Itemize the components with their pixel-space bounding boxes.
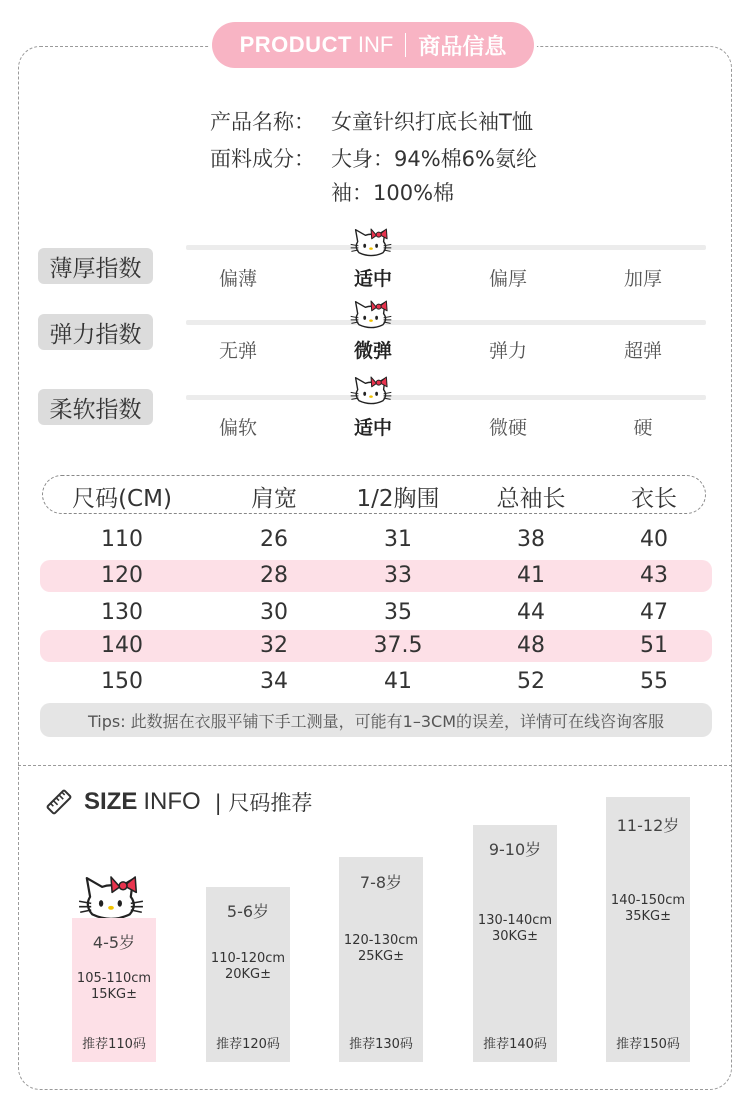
bar-recommend: 推荐130码: [349, 1037, 413, 1052]
softness-option-1: 偏软: [218, 417, 257, 439]
size-info-cn: | 尺码推荐: [214, 791, 313, 815]
bar-recommend: 推荐140码: [483, 1037, 547, 1052]
elasticity-option-4: 超弹: [623, 340, 662, 362]
table-cell: 41: [384, 669, 412, 694]
header-title-cn: 商品信息: [418, 34, 507, 60]
header-shoulder: 肩宽: [251, 486, 297, 512]
bar-age: 5-6岁: [226, 902, 270, 921]
size-info-light: INFO: [143, 788, 201, 815]
product-name-value: 女童针织打底长袖T恤: [331, 110, 533, 134]
table-cell: 31: [384, 527, 412, 552]
bar-recommend: 推荐150码: [616, 1037, 680, 1052]
table-cell: 52: [517, 669, 545, 694]
table-cell: 26: [260, 527, 288, 552]
softness-index-track: [186, 395, 706, 400]
hello-kitty-icon: [350, 374, 392, 408]
bar-age: 7-8岁: [359, 873, 403, 892]
size-bar-130: [339, 857, 423, 1062]
bar-recommend: 推荐120码: [216, 1037, 280, 1052]
table-cell: 34: [260, 669, 288, 694]
size-info-title: [46, 786, 312, 818]
thickness-index-label: 薄厚指数: [38, 248, 153, 284]
size-bar-120: [206, 887, 290, 1062]
header-separator: [405, 33, 406, 57]
product-info-header: [212, 22, 534, 68]
header-size: 尺码(CM): [72, 486, 172, 512]
bar-weight: 25KG±: [357, 949, 405, 964]
table-cell: 38: [517, 527, 545, 552]
bar-age: 4-5岁: [92, 933, 136, 952]
softness-index-label: 柔软指数: [38, 389, 153, 425]
table-cell: 150: [101, 669, 143, 694]
bar-height-range: 120-130cm: [343, 933, 419, 948]
elasticity-option-1: 无弹: [218, 340, 257, 362]
thickness-option-3: 偏厚: [488, 268, 527, 290]
softness-option-3: 微硬: [488, 417, 527, 439]
thickness-option-2: 适中: [353, 268, 392, 290]
softness-option-2: 适中: [353, 417, 392, 439]
table-cell: 51: [640, 633, 668, 658]
product-name-label: 产品名称：: [210, 110, 315, 134]
table-cell: 55: [640, 669, 668, 694]
header-title-light: INF: [357, 32, 394, 57]
header-body-length: 衣长: [631, 486, 677, 512]
table-cell: 41: [517, 563, 545, 588]
table-cell: 35: [384, 600, 412, 625]
table-cell: 30: [260, 600, 288, 625]
bar-weight: 35KG±: [624, 909, 672, 924]
bar-age: 9-10岁: [488, 840, 542, 859]
hello-kitty-icon: [350, 298, 392, 332]
ruler-icon: [46, 789, 72, 815]
table-cell: 40: [640, 527, 668, 552]
softness-option-4: 硬: [633, 417, 653, 439]
bar-weight: 20KG±: [224, 967, 272, 982]
size-bar-150: [606, 797, 690, 1062]
bar-weight: 30KG±: [491, 929, 539, 944]
table-cell: 47: [640, 600, 668, 625]
elasticity-index-track: [186, 320, 706, 325]
bar-age: 11-12岁: [616, 816, 680, 835]
fabric-sleeve-value: 袖：100%棉: [331, 181, 455, 205]
table-cell: 130: [101, 600, 143, 625]
header-title-strong: PRODUCT: [239, 32, 352, 57]
table-cell: 32: [260, 633, 288, 658]
elasticity-option-2: 微弹: [353, 340, 392, 362]
elasticity-option-3: 弹力: [488, 340, 527, 362]
header-sleeve-length: 总袖长: [496, 486, 566, 512]
bar-height-range: 105-110cm: [76, 971, 152, 986]
bar-height-range: 140-150cm: [610, 893, 686, 908]
thickness-option-4: 加厚: [623, 268, 662, 290]
table-cell: 33: [384, 563, 412, 588]
size-bar-140: [473, 825, 557, 1062]
fabric-body-value: 大身：94%棉6%氨纶: [331, 147, 537, 171]
table-cell: 44: [517, 600, 545, 625]
fabric-label: 面料成分：: [210, 147, 315, 171]
table-cell: 140: [101, 633, 143, 658]
table-cell: 37.5: [373, 633, 423, 658]
table-cell: 48: [517, 633, 545, 658]
thickness-index-track: [186, 245, 706, 250]
table-cell: 110: [101, 527, 143, 552]
section-divider: [18, 765, 732, 766]
bar-weight: 15KG±: [90, 987, 138, 1002]
thickness-option-1: 偏薄: [218, 268, 257, 290]
header-half-chest: 1/2胸围: [356, 486, 440, 512]
table-cell: 28: [260, 563, 288, 588]
size-info-strong: SIZE: [84, 788, 138, 815]
bar-recommend: 推荐110码: [82, 1037, 146, 1052]
hello-kitty-icon: [350, 226, 392, 260]
table-cell: 120: [101, 563, 143, 588]
size-bar-110: [72, 918, 156, 1062]
table-cell: 43: [640, 563, 668, 588]
measurement-tips: Tips: 此数据在衣服平铺下手工测量，可能有1–3CM的误差，详情可在线咨询客服: [40, 703, 712, 737]
bar-height-range: 110-120cm: [210, 951, 286, 966]
bar-height-range: 130-140cm: [477, 913, 553, 928]
elasticity-index-label: 弹力指数: [38, 314, 153, 350]
